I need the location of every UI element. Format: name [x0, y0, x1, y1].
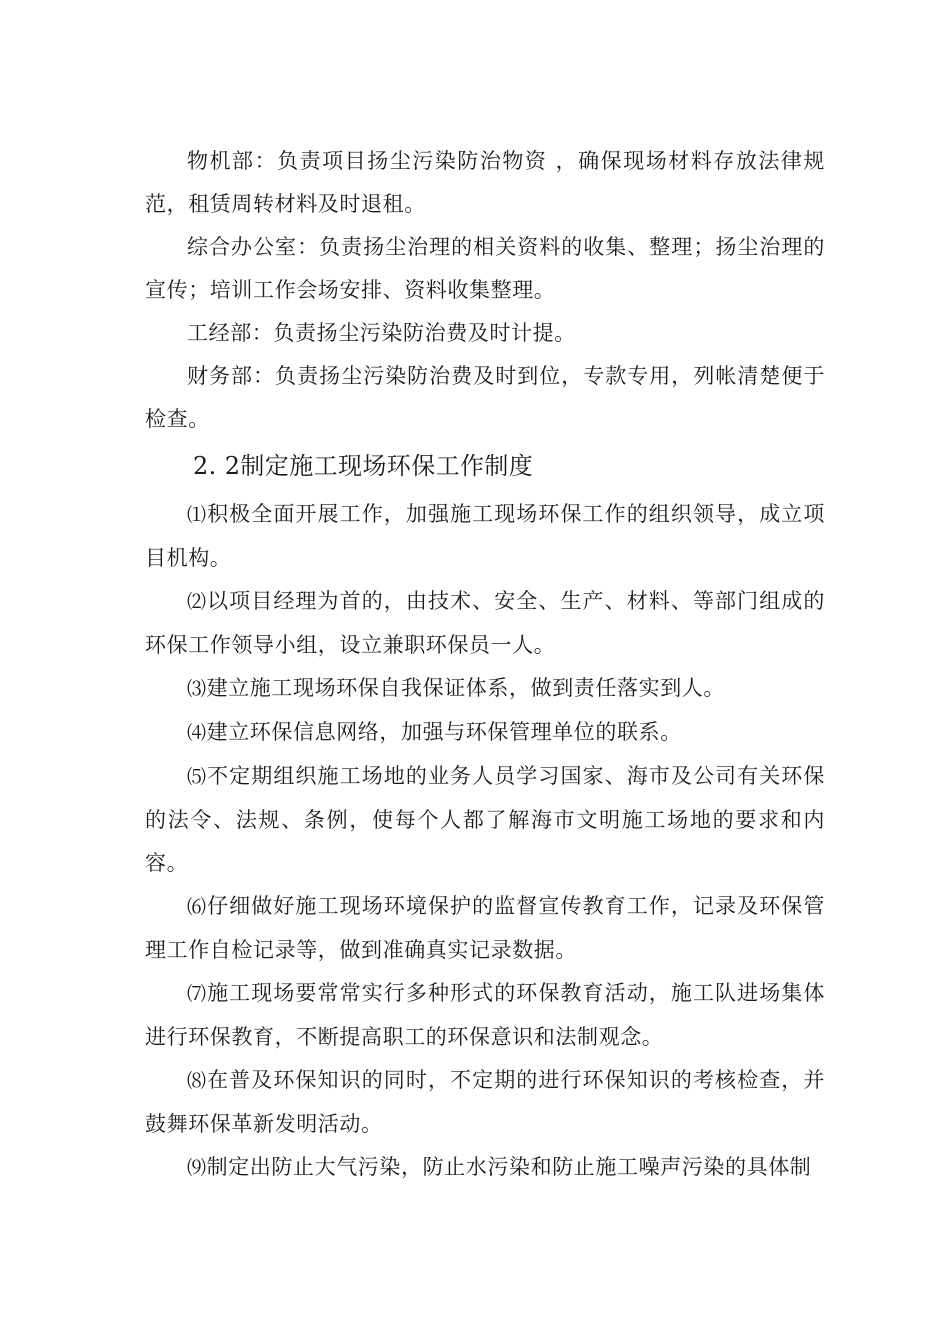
- item-number: ⑺: [187, 983, 208, 1005]
- paragraph-gongjing: 工经部：负责扬尘污染防治费及时计提。: [187, 321, 576, 345]
- list-item: [145, 667, 825, 711]
- document-body: [145, 140, 825, 1190]
- item-number: ⑷: [187, 722, 207, 744]
- list-item: [145, 711, 825, 755]
- list-item: [145, 1059, 825, 1146]
- paragraph-zonghe: 综合办公室：负责扬尘治理的相关资料的收集、整理；扬尘治理的宣传；培训工作会场安排、资料收集整理。: [145, 235, 825, 302]
- item-number: ⑹: [187, 896, 208, 918]
- item-text: 施工现场要常常实行多种形式的环保教育活动，施工队进场集体进行环保教育，不断提高职工的环保意识和法制观念。: [145, 981, 825, 1049]
- list-item: [145, 885, 825, 972]
- item-text: 建立施工现场环保自我保证体系，做到责任落实到人。: [206, 676, 726, 700]
- paragraph-caiwu: 财务部：负责扬尘污染防治费及时到位，专款专用，列帐清楚便于检查。: [145, 364, 825, 431]
- list-item: [145, 1146, 825, 1190]
- item-text: 以项目经理为首的，由技术、安全、生产、材料、等部门组成的环保工作领导小组，设立兼职环保员一人。: [145, 589, 825, 657]
- item-number: ⑼: [187, 1157, 207, 1179]
- item-number: ⑵: [187, 591, 208, 613]
- section-heading: 2. 2制定施工现场环保工作制度: [193, 452, 534, 480]
- item-text: 制定出防止大气污染，防止水污染和防止施工噪声污染的具体制: [206, 1155, 812, 1179]
- item-text: 不定期组织施工场地的业务人员学习国家、海市及公司有关环保的法令、法规、条例，使每个人都了解海市文明施工场地的要求和内容。: [145, 764, 825, 875]
- item-number: ⑴: [187, 504, 208, 526]
- list-item: [145, 493, 825, 580]
- item-text: 建立环保信息网络，加强与环保管理单位的联系。: [206, 720, 682, 744]
- list-item: [145, 580, 825, 667]
- paragraph-wuji: 物机部：负责项目扬尘污染防治物资 ，确保现场材料存放法律规范，租赁周转材料及时退租。: [145, 149, 825, 216]
- item-number: ⑻: [187, 1070, 208, 1092]
- list-item: [145, 972, 825, 1059]
- item-text: 仔细做好施工现场环境保护的监督宣传教育工作，记录及环保管理工作自检记录等，做到准确真实记录数据。: [145, 894, 825, 962]
- item-text: 积极全面开展工作，加强施工现场环保工作的组织领导，成立项目机构。: [145, 502, 825, 570]
- list-item: [145, 755, 825, 885]
- item-number: ⑸: [187, 766, 208, 788]
- item-number: ⑶: [187, 678, 207, 700]
- item-text: 在普及环保知识的同时，不定期的进行环保知识的考核检查，并鼓舞环保革新发明活动。: [145, 1068, 825, 1136]
